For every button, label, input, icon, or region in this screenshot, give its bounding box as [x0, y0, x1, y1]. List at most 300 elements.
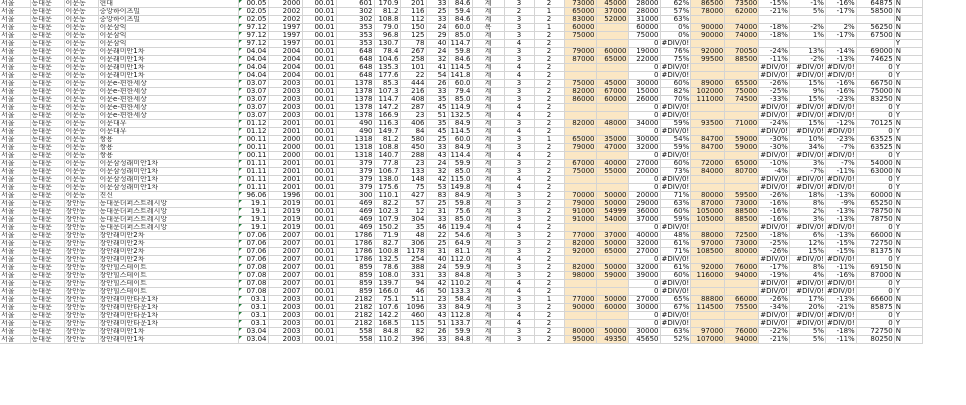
estimate-cell[interactable]: 74625: [856, 56, 894, 64]
city-cell[interactable]: 서울: [0, 32, 30, 40]
jeonse-ratio-cell[interactable]: 65%: [660, 296, 691, 304]
city-cell[interactable]: 서울: [0, 104, 30, 112]
jeonse-ratio-cell[interactable]: 63%: [660, 16, 691, 24]
sale-price-cell[interactable]: 70000: [564, 192, 596, 200]
sale-price-cell[interactable]: [564, 64, 596, 72]
change-2-cell[interactable]: 8%: [789, 200, 825, 208]
district-cell[interactable]: 동대문: [30, 248, 64, 256]
households-cell[interactable]: 379: [336, 176, 374, 184]
low-price-cell[interactable]: 65000: [725, 160, 759, 168]
complex-name-cell[interactable]: 장안래미안2차: [98, 256, 238, 264]
complex-name-cell[interactable]: 장안래미안2차: [98, 240, 238, 248]
city-cell[interactable]: 서울: [0, 168, 30, 176]
complex-name-cell[interactable]: 이문래미안1차: [98, 56, 238, 64]
built-year-cell[interactable]: 2004: [268, 72, 302, 80]
rooms-cell[interactable]: 3: [504, 208, 534, 216]
built-year-cell[interactable]: 2019: [268, 224, 302, 232]
change-3-cell[interactable]: #DIV/0!: [826, 183, 855, 191]
rooms-cell[interactable]: 3: [504, 240, 534, 248]
unit-count-cell[interactable]: 125: [400, 32, 426, 40]
pyeong-cell[interactable]: 24: [426, 24, 448, 32]
complex-name-cell[interactable]: 이문e-편한세상: [98, 80, 238, 88]
high-price-cell[interactable]: 87000: [691, 200, 725, 208]
sale-price-cell[interactable]: [564, 152, 596, 160]
sale-price-cell[interactable]: 82000: [564, 240, 596, 248]
built-year-cell[interactable]: 2003: [268, 328, 302, 336]
built-ym-cell[interactable]: 04.04: [238, 64, 268, 72]
flag-cell[interactable]: N: [894, 8, 922, 16]
low-price-cell[interactable]: [725, 72, 759, 80]
district-cell[interactable]: 동대문: [30, 16, 64, 24]
rooms-cell[interactable]: 3: [504, 264, 534, 272]
high-price-cell[interactable]: 114500: [691, 304, 725, 312]
complex-name-cell[interactable]: 이문e-편한세상: [98, 104, 238, 112]
jeonse-price-cell[interactable]: [596, 288, 628, 296]
sale-price-cell[interactable]: [564, 176, 596, 184]
city-cell[interactable]: 서울: [0, 184, 30, 192]
change-3-cell[interactable]: -15%: [825, 248, 856, 256]
flag-cell[interactable]: N: [894, 80, 922, 88]
built-ym-cell[interactable]: 07.06: [238, 240, 268, 248]
pyeong-cell[interactable]: 54: [426, 72, 448, 80]
households-cell[interactable]: 859: [336, 280, 374, 288]
city-cell[interactable]: 서울: [0, 224, 30, 232]
built-year-cell[interactable]: 2001: [268, 120, 302, 128]
pyeong-cell[interactable]: 33: [426, 336, 448, 344]
baths-cell[interactable]: 2: [534, 112, 564, 120]
supply-area-cell[interactable]: 71.9: [374, 232, 400, 240]
rooms-cell[interactable]: 4: [504, 128, 534, 136]
estimate-cell[interactable]: 58500: [856, 8, 894, 16]
base-date-cell[interactable]: 00.01: [302, 96, 336, 104]
change-3-cell[interactable]: -11%: [825, 264, 856, 272]
pyeong-cell[interactable]: 29: [426, 32, 448, 40]
households-cell[interactable]: 558: [336, 336, 374, 344]
heating-cell[interactable]: 계: [472, 64, 504, 72]
jeonse-price-cell[interactable]: 50000: [596, 264, 628, 272]
jeonse-price-cell[interactable]: 50000: [596, 328, 628, 336]
jeonse-ratio-cell[interactable]: #DIV/0!: [661, 319, 690, 327]
city-cell[interactable]: 서울: [0, 192, 30, 200]
sale-price-cell[interactable]: 90000: [564, 304, 596, 312]
change-1-cell[interactable]: -26%: [759, 296, 790, 304]
pyeong-cell[interactable]: 32: [426, 168, 448, 176]
change-2-cell[interactable]: 4%: [789, 272, 825, 280]
change-2-cell[interactable]: [789, 16, 825, 24]
sale-price-cell[interactable]: [564, 280, 596, 288]
high-price-cell[interactable]: 92000: [691, 48, 725, 56]
gap-cell[interactable]: 32000: [628, 264, 660, 272]
estimate-cell[interactable]: 72750: [856, 328, 894, 336]
built-ym-cell[interactable]: 19.1: [238, 200, 268, 208]
built-year-cell[interactable]: 2002: [268, 16, 302, 24]
flag-cell[interactable]: Y: [894, 72, 922, 80]
exclusive-area-cell[interactable]: 84.9: [448, 120, 472, 128]
households-cell[interactable]: 379: [336, 184, 374, 192]
unit-count-cell[interactable]: 148: [400, 176, 426, 184]
estimate-cell[interactable]: [856, 40, 894, 48]
estimate-cell[interactable]: 69000: [856, 48, 894, 56]
households-cell[interactable]: 1378: [336, 112, 374, 120]
flag-cell[interactable]: Y: [894, 184, 922, 192]
base-date-cell[interactable]: 00.01: [302, 144, 336, 152]
heating-cell[interactable]: 계: [472, 272, 504, 280]
district-cell[interactable]: 동대문: [30, 160, 64, 168]
exclusive-area-cell[interactable]: 84.8: [448, 272, 472, 280]
estimate-cell[interactable]: 63525: [856, 144, 894, 152]
heating-cell[interactable]: 계: [472, 336, 504, 344]
complex-name-cell[interactable]: 쌍용: [98, 144, 238, 152]
high-price-cell[interactable]: [691, 256, 725, 264]
base-date-cell[interactable]: 00.01: [302, 208, 336, 216]
unit-count-cell[interactable]: 82: [400, 328, 426, 336]
change-2-cell[interactable]: 12%: [789, 240, 825, 248]
gap-cell[interactable]: 0: [628, 176, 660, 184]
households-cell[interactable]: 469: [336, 200, 374, 208]
base-date-cell[interactable]: 00.01: [302, 112, 336, 120]
jeonse-price-cell[interactable]: [596, 280, 628, 288]
high-price-cell[interactable]: 72000: [691, 160, 725, 168]
pyeong-cell[interactable]: 42: [426, 280, 448, 288]
flag-cell[interactable]: Y: [894, 256, 922, 264]
dong-cell[interactable]: 이문동: [64, 104, 98, 112]
built-year-cell[interactable]: 2007: [268, 280, 302, 288]
high-price-cell[interactable]: 92000: [691, 264, 725, 272]
change-3-cell[interactable]: -7%: [825, 160, 856, 168]
exclusive-area-cell[interactable]: 85.0: [448, 96, 472, 104]
rooms-cell[interactable]: 3: [504, 96, 534, 104]
dong-cell[interactable]: 이문동: [64, 120, 98, 128]
heating-cell[interactable]: 계: [472, 248, 504, 256]
high-price-cell[interactable]: 89000: [691, 80, 725, 88]
gap-cell[interactable]: 28000: [628, 0, 660, 8]
built-year-cell[interactable]: 2001: [268, 184, 302, 192]
baths-cell[interactable]: 2: [534, 192, 564, 200]
gap-cell[interactable]: 15000: [628, 88, 660, 96]
city-cell[interactable]: 서울: [0, 112, 30, 120]
complex-name-cell[interactable]: 이문래미안1차: [98, 72, 238, 80]
change-2-cell[interactable]: 5%: [789, 328, 825, 336]
dong-cell[interactable]: 장안동: [64, 296, 98, 304]
pyeong-cell[interactable]: 33: [426, 16, 448, 24]
sale-price-cell[interactable]: 82000: [564, 88, 596, 96]
pyeong-cell[interactable]: 40: [426, 40, 448, 48]
jeonse-price-cell[interactable]: 60000: [596, 304, 628, 312]
district-cell[interactable]: 동대문: [30, 184, 64, 192]
city-cell[interactable]: 서울: [0, 232, 30, 240]
change-1-cell[interactable]: #DIV/0!: [760, 279, 788, 287]
supply-area-cell[interactable]: 177.6: [374, 72, 400, 80]
heating-cell[interactable]: 계: [472, 112, 504, 120]
jeonse-ratio-cell[interactable]: 62%: [660, 0, 691, 8]
change-3-cell[interactable]: [825, 40, 856, 48]
sale-price-cell[interactable]: 80000: [564, 328, 596, 336]
heating-cell[interactable]: 계: [472, 56, 504, 64]
change-1-cell[interactable]: -26%: [759, 192, 790, 200]
households-cell[interactable]: 859: [336, 288, 374, 296]
built-ym-cell[interactable]: 03.1: [238, 304, 268, 312]
city-cell[interactable]: 서울: [0, 200, 30, 208]
rooms-cell[interactable]: 4: [504, 112, 534, 120]
change-3-cell[interactable]: #DIV/0!: [826, 287, 855, 295]
built-ym-cell[interactable]: 04.04: [238, 72, 268, 80]
exclusive-area-cell[interactable]: 85.0: [448, 168, 472, 176]
households-cell[interactable]: 2182: [336, 320, 374, 328]
flag-cell[interactable]: Y: [894, 320, 922, 328]
rooms-cell[interactable]: 3: [504, 16, 534, 24]
rooms-cell[interactable]: 3: [504, 80, 534, 88]
change-2-cell[interactable]: 18%: [789, 192, 825, 200]
low-price-cell[interactable]: 62000: [725, 8, 759, 16]
supply-area-cell[interactable]: 175.6: [374, 184, 400, 192]
gap-cell[interactable]: 0: [628, 112, 660, 120]
gap-cell[interactable]: 32000: [628, 240, 660, 248]
jeonse-price-cell[interactable]: [596, 32, 628, 40]
district-cell[interactable]: 동대문: [30, 24, 64, 32]
estimate-cell[interactable]: 56250: [856, 24, 894, 32]
sale-price-cell[interactable]: 86000: [564, 96, 596, 104]
high-price-cell[interactable]: [691, 224, 725, 232]
district-cell[interactable]: 동대문: [30, 312, 64, 320]
heating-cell[interactable]: 계: [472, 40, 504, 48]
base-date-cell[interactable]: 00.01: [302, 168, 336, 176]
change-3-cell[interactable]: #DIV/0!: [826, 279, 855, 287]
high-price-cell[interactable]: 105000: [691, 208, 725, 216]
city-cell[interactable]: 서울: [0, 264, 30, 272]
base-date-cell[interactable]: 00.01: [302, 120, 336, 128]
heating-cell[interactable]: 계: [472, 192, 504, 200]
change-2-cell[interactable]: 9%: [789, 88, 825, 96]
sale-price-cell[interactable]: 75000: [564, 32, 596, 40]
high-price-cell[interactable]: 88800: [691, 296, 725, 304]
flag-cell[interactable]: Y: [894, 104, 922, 112]
low-price-cell[interactable]: 59000: [725, 136, 759, 144]
change-1-cell[interactable]: -30%: [759, 136, 790, 144]
rooms-cell[interactable]: 4: [504, 64, 534, 72]
heating-cell[interactable]: 계: [472, 288, 504, 296]
jeonse-price-cell[interactable]: 50000: [596, 200, 628, 208]
built-year-cell[interactable]: 2004: [268, 64, 302, 72]
built-year-cell[interactable]: 2003: [268, 304, 302, 312]
built-ym-cell[interactable]: 03.04: [238, 336, 268, 344]
built-year-cell[interactable]: 2004: [268, 56, 302, 64]
supply-area-cell[interactable]: 108.8: [374, 144, 400, 152]
city-cell[interactable]: 서울: [0, 312, 30, 320]
dong-cell[interactable]: 장안동: [64, 248, 98, 256]
estimate-cell[interactable]: 83250: [856, 96, 894, 104]
district-cell[interactable]: 동대문: [30, 232, 64, 240]
exclusive-area-cell[interactable]: 149.8: [448, 184, 472, 192]
estimate-cell[interactable]: 81375: [856, 248, 894, 256]
base-date-cell[interactable]: 00.01: [302, 16, 336, 24]
change-1-cell[interactable]: #DIV/0!: [760, 183, 788, 191]
jeonse-ratio-cell[interactable]: #DIV/0!: [661, 279, 690, 287]
complex-name-cell[interactable]: 장안래미안1차: [98, 336, 238, 344]
supply-area-cell[interactable]: 168.5: [374, 320, 400, 328]
households-cell[interactable]: 1318: [336, 144, 374, 152]
pyeong-cell[interactable]: 24: [426, 160, 448, 168]
pyeong-cell[interactable]: 25: [426, 8, 448, 16]
district-cell[interactable]: 동대문: [30, 8, 64, 16]
district-cell[interactable]: 동대문: [30, 296, 64, 304]
jeonse-price-cell[interactable]: 54000: [596, 216, 628, 224]
estimate-cell[interactable]: 64875: [856, 0, 894, 8]
complex-name-cell[interactable]: 중앙하이츠빌: [98, 16, 238, 24]
gap-cell[interactable]: 34000: [628, 120, 660, 128]
built-year-cell[interactable]: 2003: [268, 320, 302, 328]
high-price-cell[interactable]: [691, 64, 725, 72]
change-3-cell[interactable]: -16%: [825, 272, 856, 280]
base-date-cell[interactable]: 00.01: [302, 328, 336, 336]
pyeong-cell[interactable]: 46: [426, 224, 448, 232]
gap-cell[interactable]: 0: [628, 224, 660, 232]
households-cell[interactable]: 490: [336, 120, 374, 128]
built-ym-cell[interactable]: 03.1: [238, 320, 268, 328]
built-ym-cell[interactable]: 97.12: [238, 24, 268, 32]
jeonse-price-cell[interactable]: 50000: [596, 192, 628, 200]
complex-name-cell[interactable]: 이문삼익: [98, 32, 238, 40]
jeonse-price-cell[interactable]: 37000: [596, 8, 628, 16]
city-cell[interactable]: 서울: [0, 96, 30, 104]
built-ym-cell[interactable]: 01.11: [238, 160, 268, 168]
change-3-cell[interactable]: -13%: [825, 192, 856, 200]
high-price-cell[interactable]: [691, 184, 725, 192]
city-cell[interactable]: 서울: [0, 88, 30, 96]
high-price-cell[interactable]: 111000: [691, 96, 725, 104]
heating-cell[interactable]: 계: [472, 96, 504, 104]
change-3-cell[interactable]: #DIV/0!: [826, 223, 855, 231]
change-3-cell[interactable]: #DIV/0!: [826, 127, 855, 135]
change-1-cell[interactable]: -10%: [759, 160, 790, 168]
households-cell[interactable]: 379: [336, 160, 374, 168]
built-ym-cell[interactable]: 01.11: [238, 168, 268, 176]
complex-name-cell[interactable]: 이문삼성래미안1차: [98, 176, 238, 184]
estimate-cell[interactable]: 0: [856, 312, 894, 320]
dong-cell[interactable]: 이문동: [64, 32, 98, 40]
city-cell[interactable]: 서울: [0, 296, 30, 304]
dong-cell[interactable]: 이문동: [64, 0, 98, 8]
complex-name-cell[interactable]: 장안래미안2차: [98, 248, 238, 256]
pyeong-cell[interactable]: 31: [426, 248, 448, 256]
city-cell[interactable]: 서울: [0, 128, 30, 136]
dong-cell[interactable]: 이문동: [64, 112, 98, 120]
built-year-cell[interactable]: 2001: [268, 176, 302, 184]
low-price-cell[interactable]: 88500: [725, 216, 759, 224]
jeonse-price-cell[interactable]: 45000: [596, 0, 628, 8]
sale-price-cell[interactable]: 65000: [564, 136, 596, 144]
high-price-cell[interactable]: 116000: [691, 272, 725, 280]
flag-cell[interactable]: N: [894, 48, 922, 56]
households-cell[interactable]: 1786: [336, 232, 374, 240]
unit-count-cell[interactable]: 23: [400, 112, 426, 120]
exclusive-area-cell[interactable]: 84.6: [448, 56, 472, 64]
city-cell[interactable]: 서울: [0, 328, 30, 336]
dong-cell[interactable]: 장안동: [64, 312, 98, 320]
estimate-cell[interactable]: 80250: [856, 336, 894, 344]
base-date-cell[interactable]: 00.01: [302, 224, 336, 232]
gap-cell[interactable]: 0: [628, 288, 660, 296]
estimate-cell[interactable]: 0: [856, 224, 894, 232]
households-cell[interactable]: 648: [336, 48, 374, 56]
baths-cell[interactable]: 1: [534, 8, 564, 16]
complex-name-cell[interactable]: 장안힐스테이트: [98, 280, 238, 288]
unit-count-cell[interactable]: 201: [400, 0, 426, 8]
built-ym-cell[interactable]: 01.11: [238, 184, 268, 192]
baths-cell[interactable]: 2: [534, 88, 564, 96]
gap-cell[interactable]: 36000: [628, 208, 660, 216]
dong-cell[interactable]: 이문동: [64, 8, 98, 16]
change-1-cell[interactable]: -16%: [759, 208, 790, 216]
dong-cell[interactable]: 장안동: [64, 328, 98, 336]
jeonse-ratio-cell[interactable]: 73%: [660, 168, 691, 176]
built-ym-cell[interactable]: 03.07: [238, 104, 268, 112]
complex-name-cell[interactable]: 이문삼성래미안1차: [98, 184, 238, 192]
base-date-cell[interactable]: 00.01: [302, 24, 336, 32]
change-1-cell[interactable]: -17%: [759, 264, 790, 272]
base-date-cell[interactable]: 00.01: [302, 160, 336, 168]
pyeong-cell[interactable]: 32: [426, 56, 448, 64]
gap-cell[interactable]: 22000: [628, 56, 660, 64]
supply-area-cell[interactable]: 108.8: [374, 16, 400, 24]
unit-count-cell[interactable]: 1178: [400, 248, 426, 256]
supply-area-cell[interactable]: 78.6: [374, 264, 400, 272]
flag-cell[interactable]: N: [894, 160, 922, 168]
unit-count-cell[interactable]: 84: [400, 128, 426, 136]
change-3-cell[interactable]: -17%: [825, 32, 856, 40]
sale-price-cell[interactable]: 83000: [564, 16, 596, 24]
estimate-cell[interactable]: 75000: [856, 88, 894, 96]
change-1-cell[interactable]: -15%: [759, 0, 790, 8]
change-3-cell[interactable]: #DIV/0!: [826, 103, 855, 111]
sale-price-cell[interactable]: [564, 320, 596, 328]
dong-cell[interactable]: 이문동: [64, 136, 98, 144]
rooms-cell[interactable]: 4: [504, 288, 534, 296]
dong-cell[interactable]: 장안동: [64, 240, 98, 248]
rooms-cell[interactable]: 3: [504, 168, 534, 176]
district-cell[interactable]: 동대문: [30, 112, 64, 120]
jeonse-ratio-cell[interactable]: #DIV/0!: [661, 183, 690, 191]
built-year-cell[interactable]: 2004: [268, 48, 302, 56]
dong-cell[interactable]: 이문동: [64, 40, 98, 48]
gap-cell[interactable]: 39000: [628, 272, 660, 280]
estimate-cell[interactable]: 72750: [856, 240, 894, 248]
change-1-cell[interactable]: -21%: [759, 8, 790, 16]
sale-price-cell[interactable]: 77000: [564, 296, 596, 304]
supply-area-cell[interactable]: 81.2: [374, 8, 400, 16]
change-1-cell[interactable]: -25%: [759, 88, 790, 96]
jeonse-ratio-cell[interactable]: 54%: [660, 136, 691, 144]
baths-cell[interactable]: 2: [534, 168, 564, 176]
high-price-cell[interactable]: [691, 72, 725, 80]
supply-area-cell[interactable]: 82.7: [374, 240, 400, 248]
estimate-cell[interactable]: 66750: [856, 80, 894, 88]
jeonse-price-cell[interactable]: [596, 256, 628, 264]
change-3-cell[interactable]: [825, 16, 856, 24]
sale-price-cell[interactable]: 75000: [564, 80, 596, 88]
sale-price-cell[interactable]: 60000: [564, 24, 596, 32]
district-cell[interactable]: 동대문: [30, 176, 64, 184]
complex-name-cell[interactable]: 이문래미안1차: [98, 64, 238, 72]
flag-cell[interactable]: Y: [894, 112, 922, 120]
rooms-cell[interactable]: 4: [504, 184, 534, 192]
heating-cell[interactable]: 계: [472, 280, 504, 288]
dong-cell[interactable]: 장안동: [64, 304, 98, 312]
sale-price-cell[interactable]: 87000: [564, 56, 596, 64]
heating-cell[interactable]: 계: [472, 224, 504, 232]
low-price-cell[interactable]: [725, 288, 759, 296]
change-2-cell[interactable]: #DIV/0!: [789, 312, 825, 320]
supply-area-cell[interactable]: 166.9: [374, 112, 400, 120]
